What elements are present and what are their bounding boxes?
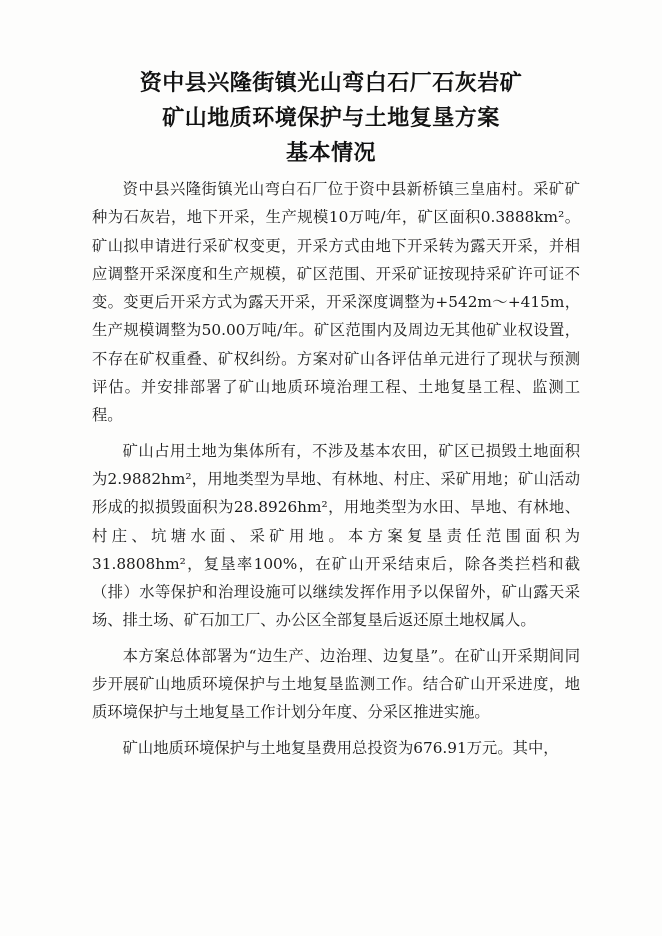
paragraph-deployment: 本方案总体部署为“边生产、边治理、边复垦”。在矿山开采期间同步开展矿山地质环境保护与土地复垦监测工作。结合矿山开采进度，地质环境保护与土地复垦工作计划分年度、分采区推进实施。	[92, 646, 580, 722]
title-line-section: 基本情况	[285, 141, 376, 166]
title-line-project: 资中县兴隆街镇光山弯白石厂石灰岩矿	[139, 71, 523, 96]
paragraph-overview: 资中县兴隆街镇光山弯白石厂位于资中县新桥镇三皇庙村。采矿矿种为石灰岩，地下开采，生产规模10万吨/年，矿区面积0.3888km²。矿山拟申请进行采矿权变更，开采方式由地下开采转为露天开采，并相应调整开采深度和生产规模，矿区范围、开采矿证按现持采矿许可证不变。变更后开采方式为露天开采，开采深度调整为+542m～+415m，生产规模调整为50.00万吨/年。矿区范围内及周边无其他矿业权设置，不存在矿权重叠、矿权纠纷。方案对矿山各评估单元进行了现状与预测评估。并安排部署了矿山地质环境治理工程、土地复垦工程、监测工程。	[92, 180, 580, 425]
paragraph-investment: 矿山地质环境保护与土地复垦费用总投资为676.91万元。其中，	[122, 738, 559, 757]
document-body	[92, 175, 580, 762]
title-line-plan: 矿山地质环境保护与土地复垦方案	[162, 106, 500, 131]
paragraph-land-use: 矿山占用土地为集体所有，不涉及基本农田，矿区已损毁土地面积为2.9882hm²，用地类型为旱地、有林地、村庄、采矿用地；矿山活动形成的拟损毁面积为28.8926hm²，用地类型为水田、旱地、有林地、村庄、坑塘水面、采矿用地。本方案复垦责任范围面积为31.8808hm²，复垦率100%，在矿山开采结束后，除各类拦档和截（排）水等保护和治理设施可以继续发挥作用予以保留外，矿山露天采场、排土场、矿石加工厂、办公区全部复垦后返还原土地权属人。	[92, 441, 580, 630]
document-title	[0, 66, 662, 171]
